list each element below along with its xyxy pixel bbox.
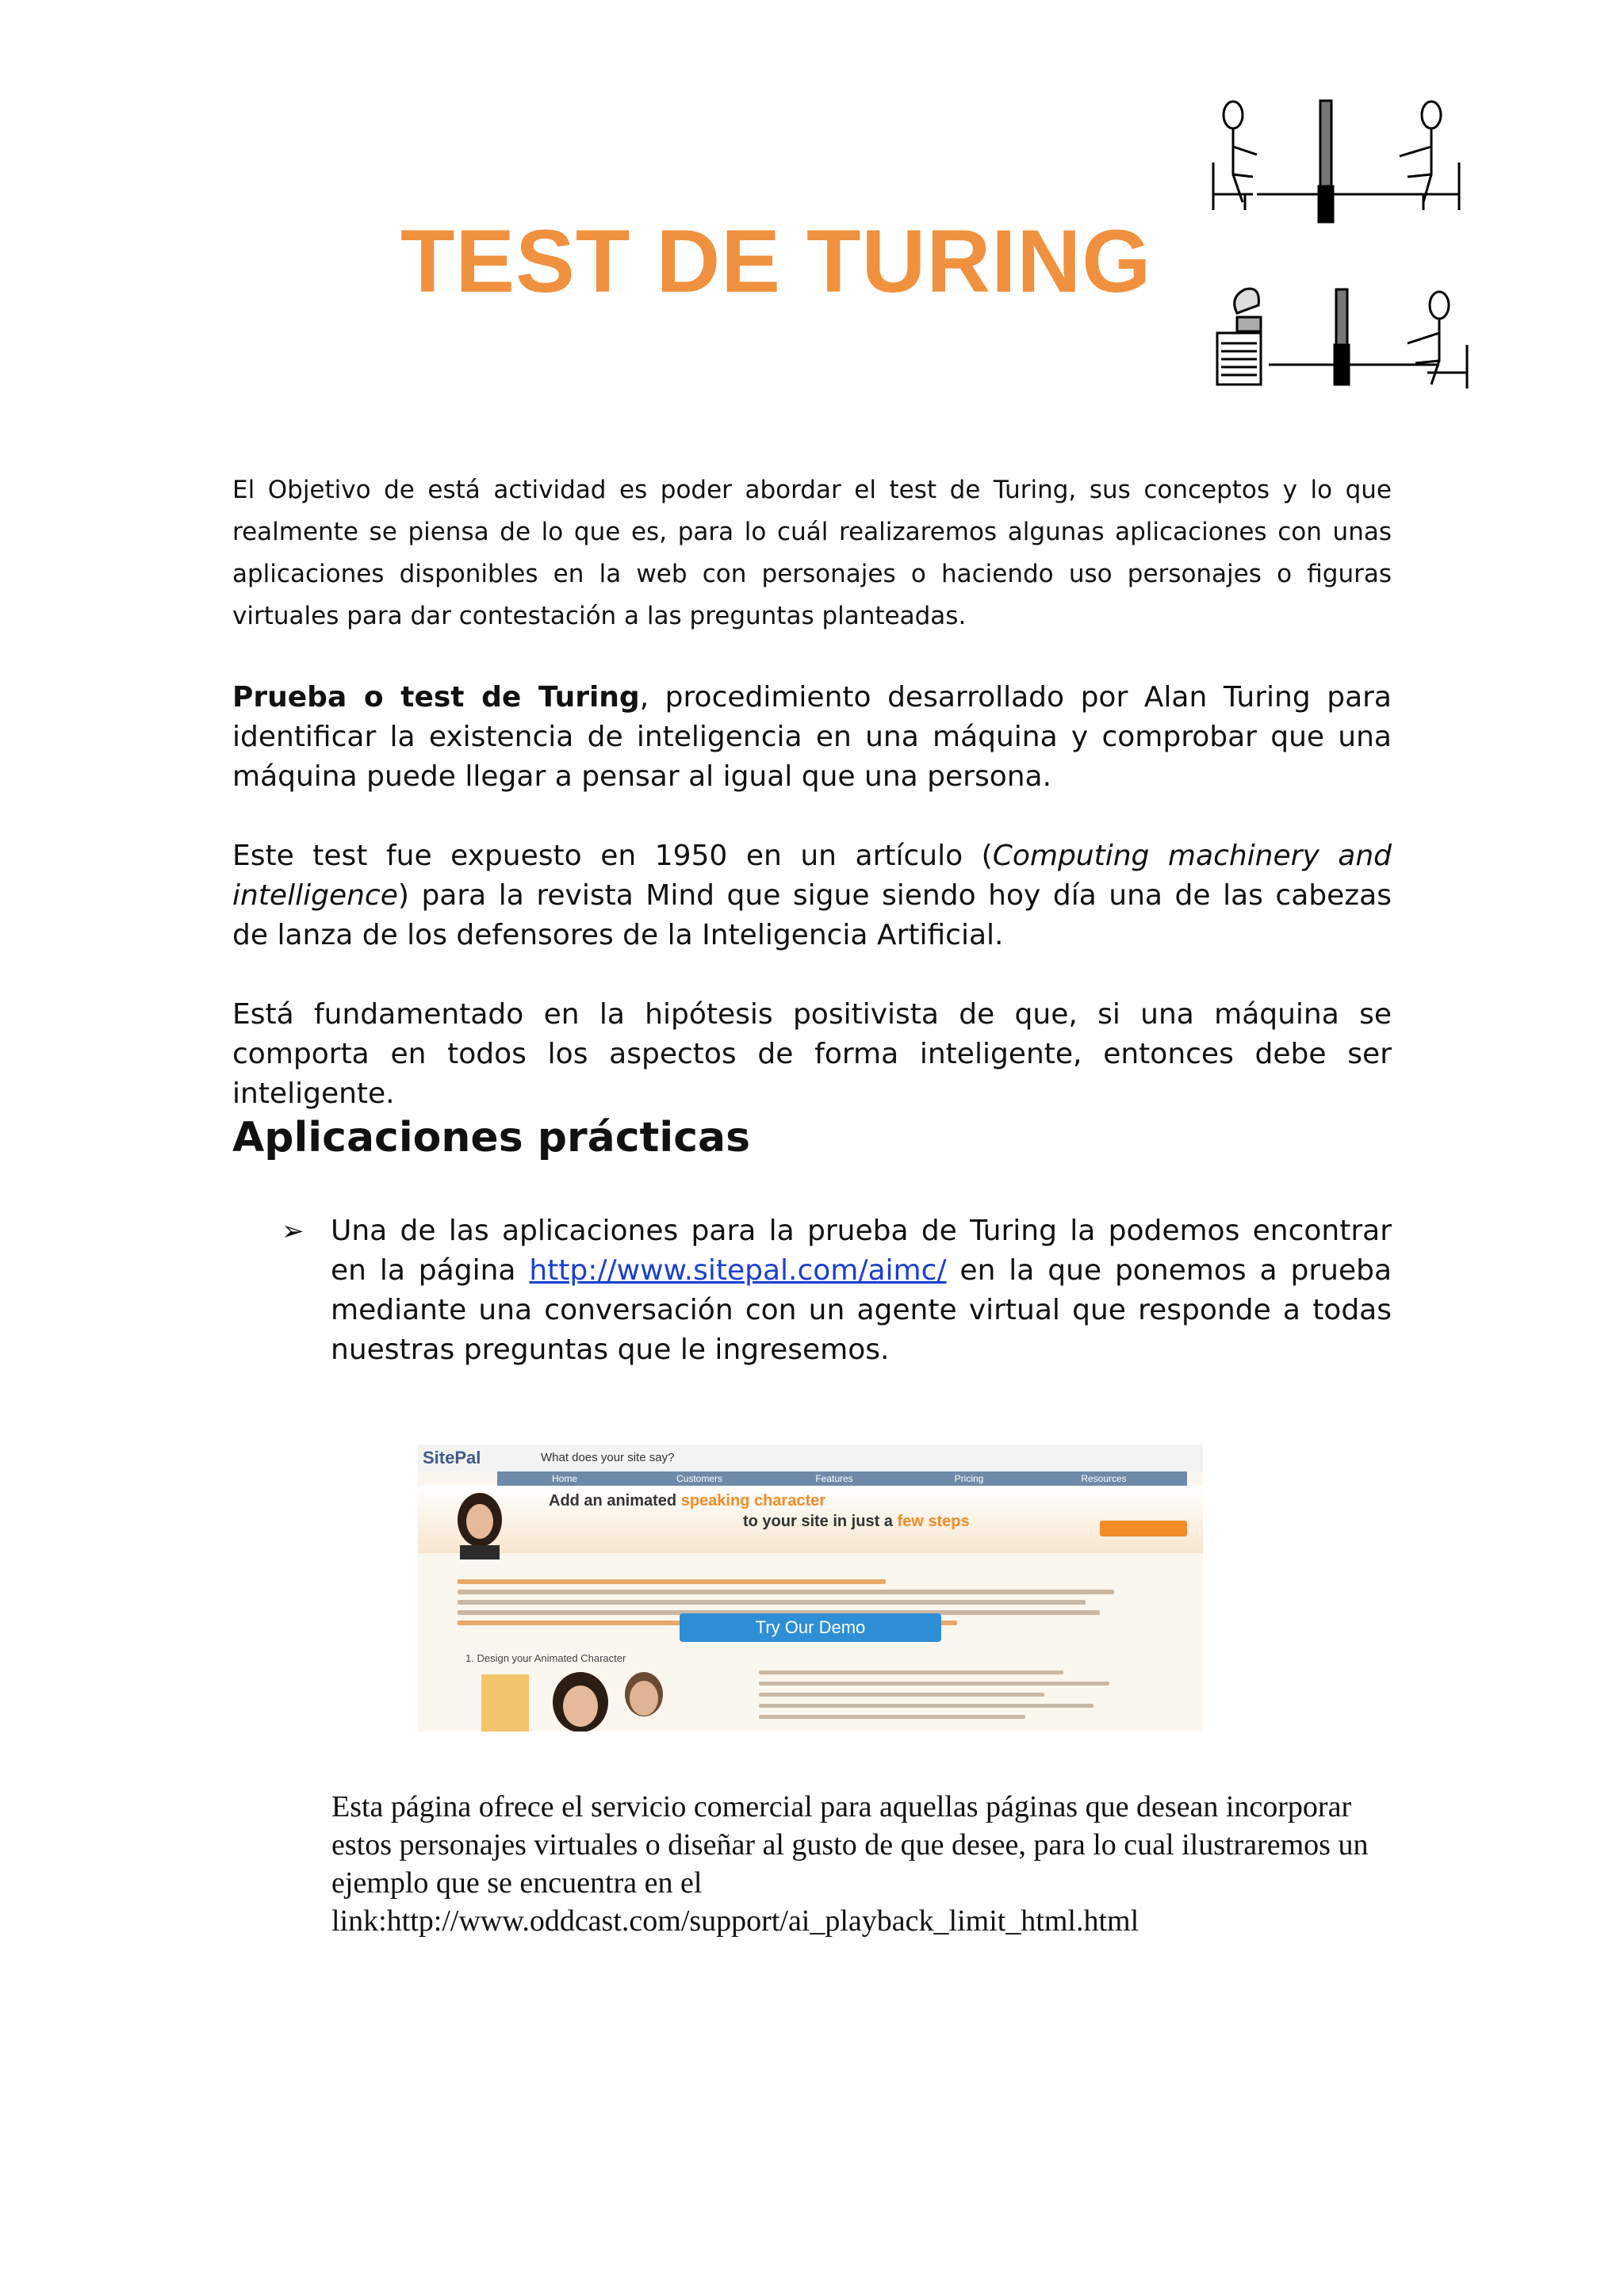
sitepal-feature-lines xyxy=(759,1670,1139,1726)
sitepal-headline-second xyxy=(743,1513,970,1531)
arrow-bullet-icon: ➢ xyxy=(282,1215,304,1247)
history-paragraph xyxy=(232,836,1392,955)
sitepal-headline-a: Add an animated xyxy=(549,1492,681,1510)
closing-paragraph: Esta página ofrece el servicio comercial para aquellas páginas que desean incorporar estos personajes virtuales o diseñar al gusto de que desee, para lo cual ilustraremos un ejemplo que se encuentra en el link:http://www.oddcast.com/support/ai_playback_limit_html.html xyxy=(331,1790,1369,1938)
sitepal-header xyxy=(418,1445,1203,1471)
sitepal-link[interactable]: http://www.sitepal.com/aimc/ xyxy=(529,1254,947,1287)
sitepal-nav-pricing: Pricing xyxy=(954,1473,984,1484)
document-title: TEST DE TURING xyxy=(400,212,1152,311)
section-heading: Aplicaciones prácticas xyxy=(232,1114,751,1161)
definition-term: Prueba o test de Turing xyxy=(232,681,640,714)
intro-paragraph: El Objetivo de está actividad es poder abordar el test de Turing, sus conceptos y lo que realmente se piensa de lo que es, para lo cuál realizaremos algunas aplicaciones con unas aplicaciones disponibles en la web con personajes o haciendo uso personajes o figuras virtuales para dar contestación a las preguntas planteadas. xyxy=(232,476,1392,630)
sitepal-screenshot xyxy=(418,1445,1203,1732)
turing-test-illustration xyxy=(1209,91,1479,408)
sitepal-demo-button: Try Our Demo xyxy=(680,1613,941,1642)
sitepal-nav-home: Home xyxy=(551,1473,577,1484)
sitepal-headline-c: to your site in just a xyxy=(743,1513,898,1530)
sitepal-headline-b: speaking character xyxy=(680,1492,826,1510)
sitepal-step-label: 1. Design your Animated Character xyxy=(465,1652,626,1664)
definition-text: , procedimiento desarrollado por Alan Turing para identificar la existencia de inteligencia en una máquina y comprobar que una máquina puede llegar a pensar al igual que una persona. xyxy=(232,681,1392,793)
history-text-end: ) para la revista Mind que sigue siendo hoy día una de las cabezas de lanza de los defensores de la Inteligencia Artificial. xyxy=(232,879,1392,951)
avatar-faces-icon xyxy=(481,1667,672,1732)
definition-paragraph xyxy=(232,678,1392,797)
sitepal-orange-button xyxy=(1100,1521,1187,1536)
bullet-text xyxy=(331,1211,1392,1370)
hypothesis-paragraph: Está fundamentado en la hipótesis positivista de que, si una máquina se comporta en todos los aspectos de forma inteligente, entonces debe ser inteligente. xyxy=(232,998,1392,1110)
avatar-woman-icon xyxy=(448,1488,511,1559)
sitepal-headline-d: few steps xyxy=(897,1513,970,1530)
sitepal-nav-features: Features xyxy=(815,1473,853,1484)
history-text-start: Este test fue expuesto en 1950 en un artículo ( xyxy=(232,840,993,872)
bullet-text-before: Una de las aplicaciones para la prueba de Turing la podemos encontrar en la página xyxy=(331,1215,1392,1287)
sitepal-headline xyxy=(549,1492,825,1510)
sitepal-nav-customers: Customers xyxy=(676,1473,722,1484)
bullet-text-after: en la que ponemos a prueba mediante una conversación con un agente virtual que responde a todas nuestras preguntas que le ingresemos. xyxy=(331,1254,1392,1366)
sitepal-nav-resources: Resources xyxy=(1081,1473,1127,1484)
sitepal-tagline: What does your site say? xyxy=(541,1451,675,1464)
article-title: Computing machinery and intelligence xyxy=(232,840,1392,912)
sitepal-nav xyxy=(497,1471,1187,1486)
sitepal-logo: SitePal xyxy=(423,1448,481,1468)
